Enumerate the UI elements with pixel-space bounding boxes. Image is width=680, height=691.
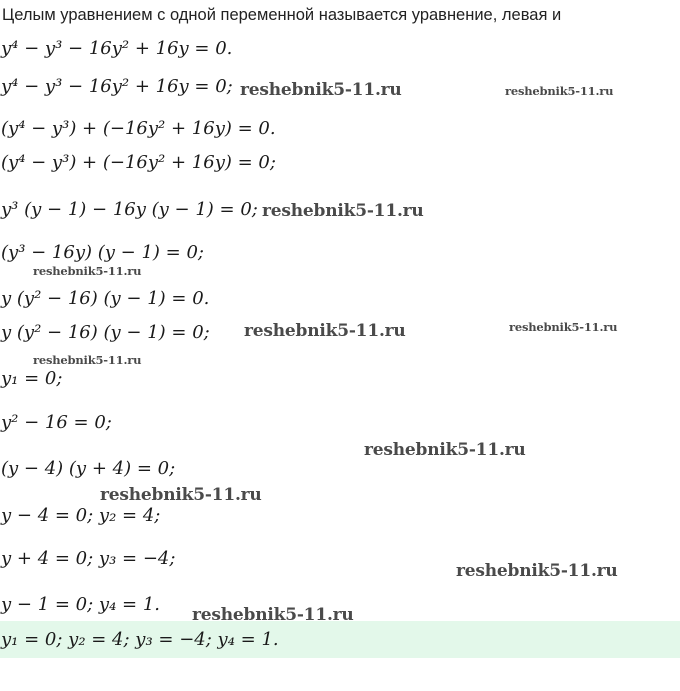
watermark: reshebnik5-11.ru xyxy=(364,440,526,460)
watermark: reshebnik5-11.ru xyxy=(509,320,618,334)
equation-step: (y⁴ − y³) + (−16y² + 16y) = 0. xyxy=(1,118,276,139)
equation-step: y − 4 = 0; y₂ = 4; xyxy=(1,505,161,526)
equation-step: y − 1 = 0; y₄ = 1. xyxy=(1,594,160,615)
watermark: reshebnik5-11.ru xyxy=(192,605,354,625)
equation-step: y (y² − 16) (y − 1) = 0. xyxy=(1,288,210,309)
equation-step: (y⁴ − y³) + (−16y² + 16y) = 0; xyxy=(1,152,276,173)
intro-text: Целым уравнением с одной переменной называется уравнение, левая и xyxy=(2,6,562,24)
equation-step: y³ (y − 1) − 16y (y − 1) = 0; xyxy=(1,199,258,220)
equation-step: (y³ − 16y) (y − 1) = 0; xyxy=(1,242,204,263)
equation-step: y₁ = 0; xyxy=(1,368,63,389)
equation-step: y² − 16 = 0; xyxy=(1,412,112,433)
watermark: reshebnik5-11.ru xyxy=(33,353,142,367)
watermark: reshebnik5-11.ru xyxy=(262,201,424,221)
equation-step: y⁴ − y³ − 16y² + 16y = 0; xyxy=(1,76,233,97)
equation-step: (y − 4) (y + 4) = 0; xyxy=(1,458,176,479)
watermark: reshebnik5-11.ru xyxy=(33,264,142,278)
watermark: reshebnik5-11.ru xyxy=(456,561,618,581)
equation-step: y (y² − 16) (y − 1) = 0; xyxy=(1,322,210,343)
watermark: reshebnik5-11.ru xyxy=(240,80,402,100)
final-answer: y₁ = 0; y₂ = 4; y₃ = −4; y₄ = 1. xyxy=(1,629,279,650)
watermark: reshebnik5-11.ru xyxy=(100,485,262,505)
watermark: reshebnik5-11.ru xyxy=(244,321,406,341)
equation-step: y + 4 = 0; y₃ = −4; xyxy=(1,548,176,569)
watermark: reshebnik5-11.ru xyxy=(505,84,614,98)
equation-step: y⁴ − y³ − 16y² + 16y = 0. xyxy=(1,38,233,59)
